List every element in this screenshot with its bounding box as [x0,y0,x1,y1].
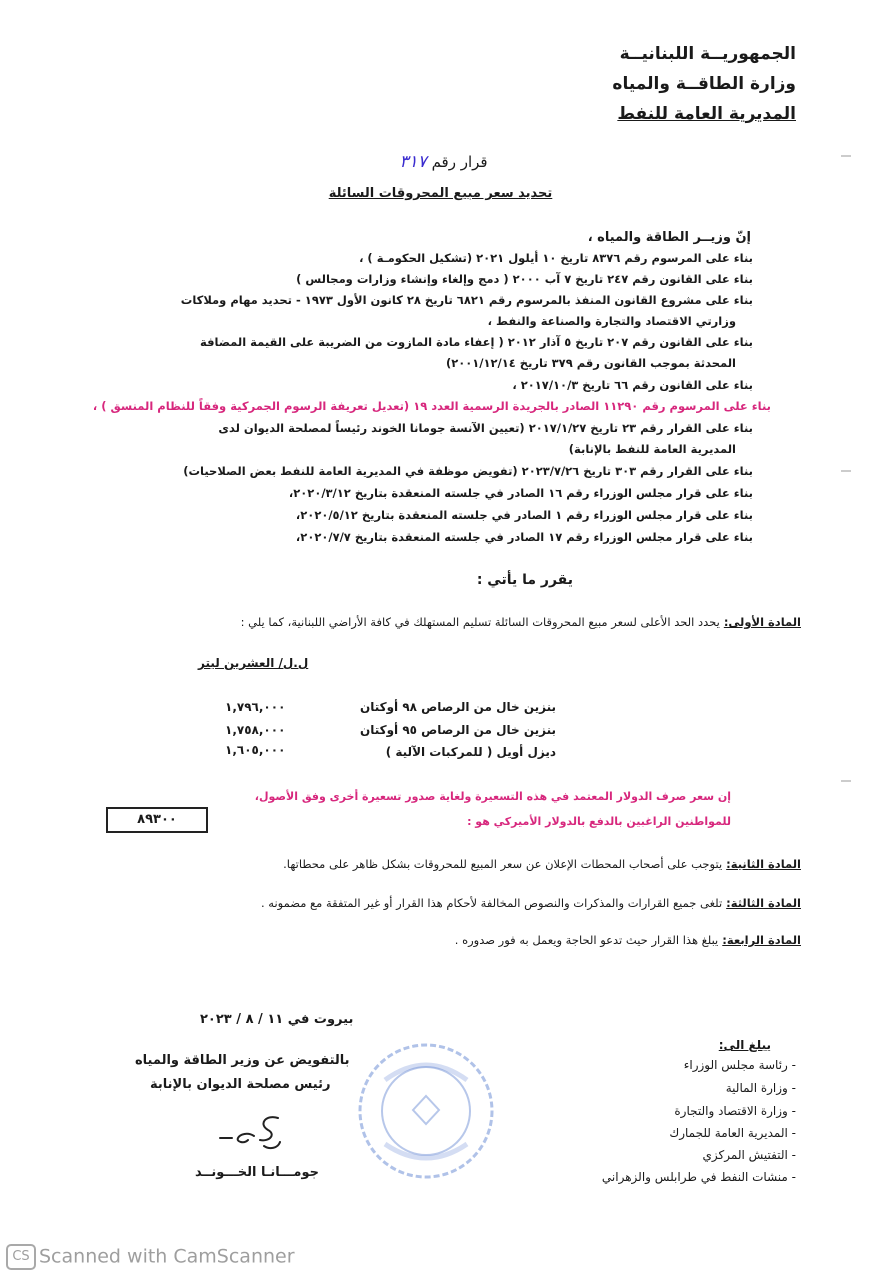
signature-line-1: بالتفويض عن وزير الطاقة والمياه [135,1053,350,1068]
fuel-price: ١,٦٠٥,٠٠٠ [225,743,286,757]
dollar-note-line: إن سعر صرف الدولار المعتمد في هذه التسعيرة ولغاية صدور تسعيرة أخرى وفق الأصول، [254,790,731,803]
handwritten-signature-icon [218,1112,298,1156]
basis-line: بناء على القانون رقم ٢٠٧ تاريخ ٥ آذار ٢٠١٢ ( إعفاء مادة المازوت من الضريبة على القيمة المضافة [200,335,753,349]
basis-line: بناء على القانون رقم ٦٦ تاريخ ٢٠١٧/١٠/٣ ، [512,378,753,392]
fuel-price: ١,٧٩٦,٠٠٠ [225,700,286,714]
notify-item: - التفتيش المركزي [702,1148,796,1162]
decision-title [0,152,881,172]
article-3 [261,896,801,910]
basis-line: بناء على قرار مجلس الوزراء رقم ١٧ الصادر في جلسته المنعقدة بتاريخ ٢٠٢٠/٧/٧، [295,530,753,544]
article-1-text: يحدد الحد الأعلى لسعر مبيع المحروقات السائلة تسليم المستهلك في كافة الأراضي اللبنانية، كما يلي : [240,615,720,629]
camscanner-watermark [6,1244,295,1270]
basis-line: بناء على مشروع القانون المنفذ بالمرسوم رقم ٦٨٢١ تاريخ ٢٨ كانون الأول ١٩٧٣ - تحديد مهام وملاكات [180,293,753,307]
basis-line: المحدثة بموجب القانون رقم ٣٧٩ تاريخ ٢٠٠١/١٢/١٤) [445,356,736,370]
fuel-price: ١,٧٥٨,٠٠٠ [225,723,286,737]
dollar-note-line: للمواطنين الراغبين بالدفع بالدولار الأميركي هو : [467,815,731,828]
basis-line: بناء على قرار مجلس الوزراء رقم ١٦ الصادر في جلسته المنعقدة بتاريخ ٢٠٢٠/٣/١٢، [288,486,753,500]
exchange-rate-box: ٨٩٣٠٠ [106,807,208,833]
place-date: بيروت في ١١ / ٨ / ٢٠٢٣ [200,1012,354,1027]
article-2 [283,857,801,871]
header-republic: الجمهوريــة اللبنانيــة [619,44,796,64]
article-4 [455,933,801,947]
article-3-text: تلغى جميع القرارات والمذكرات والنصوص المخالفة لأحكام هذا القرار أو غير المتفقة مع مضمونه . [261,896,723,910]
price-unit: ل.ل/ العشرين ليتر [198,656,309,670]
header-directorate: المديرية العامة للنفط [617,104,796,124]
basis-line: وزارتي الاقتصاد والتجارة والصناعة والنفط ، [487,314,736,328]
signer-name: جومـــانـا الخـــونــد [195,1165,319,1180]
article-2-label: المادة الثانية: [726,857,801,871]
article-3-label: المادة الثالثة: [726,896,801,910]
notify-item: - وزارة الاقتصاد والتجارة [674,1104,796,1118]
basis-line: بناء على المرسوم رقم ٨٣٧٦ تاريخ ١٠ أيلول ٢٠٢١ (تشكيل الحكومـة ) ، [359,251,753,265]
basis-line: بناء على القرار رقم ٣٠٣ تاريخ ٢٠٢٣/٧/٢٦ (تفويض موظفة في المديرية العامة للنفط بعض الصلاحيات) [183,464,753,478]
signature-line-2: رئيس مصلحة الديوان بالإنابة [150,1077,331,1092]
basis-line: المديرية العامة للنفط بالإنابة) [568,442,736,456]
notify-item: - رئاسة مجلس الوزراء [683,1058,796,1072]
notify-item: - وزارة المالية [725,1081,796,1095]
margin-mark [841,155,851,157]
preamble: إنّ وزيــر الطاقة والمياه ، [587,230,751,245]
fuel-name: بنزين خال من الرصاص ٩٥ أوكتان [359,723,556,737]
ministry-stamp-icon [355,1040,497,1182]
fuel-name: بنزين خال من الرصاص ٩٨ أوكتان [359,700,556,714]
basis-line-highlighted: بناء على المرسوم رقم ١١٢٩٠ الصادر بالجريدة الرسمية العدد ١٩ (تعديل تعريفة الرسوم الجمركية وفقاً للنظام المنسق ) ، [92,399,771,413]
fuel-name: ديزل أويل ( للمركبات الآلية ) [385,745,556,759]
notify-item: - المديرية العامة للجمارك [669,1126,796,1140]
camscanner-logo-icon: CS [6,1244,36,1270]
article-1-label: المادة الأولى: [723,615,801,629]
article-4-text: يبلغ هذا القرار حيث تدعو الحاجة ويعمل به فور صدوره . [454,933,719,947]
notify-item: - منشات النفط في طرابلس والزهراني [601,1170,796,1184]
decision-number: ٣١٧ [399,152,427,172]
header-ministry: وزارة الطاقــة والمياه [612,74,796,94]
decision-title-prefix: قرار رقم [431,153,488,171]
margin-mark [841,470,851,472]
article-2-text: يتوجب على أصحاب المحطات الإعلان عن سعر المبيع للمحروقات بشكل ظاهر على محطاتها. [283,857,723,871]
decision-subject: تحديد سعر مبيع المحروقات السائلة [328,186,553,201]
article-4-label: المادة الرابعة: [722,933,801,947]
decides-heading: يقرر ما يأتي : [476,572,573,588]
camscanner-text: Scanned with CamScanner [39,1245,295,1268]
margin-mark [841,780,851,782]
article-1 [241,615,801,629]
basis-line: بناء على القرار رقم ٢٣ تاريخ ٢٠١٧/١/٢٧ (تعيين الآنسة جومانا الخوند رئيساً لمصلحة الديوان لدى [218,421,753,435]
basis-line: بناء على القانون رقم ٢٤٧ تاريخ ٧ آب ٢٠٠٠ ( دمج وإلغاء وإنشاء وزارات ومجالس ) [296,272,753,286]
notify-heading: يبلغ الى: [718,1038,771,1052]
basis-line: بناء على قرار مجلس الوزراء رقم ١ الصادر في جلسته المنعقدة بتاريخ ٢٠٢٠/٥/١٢، [295,508,753,522]
